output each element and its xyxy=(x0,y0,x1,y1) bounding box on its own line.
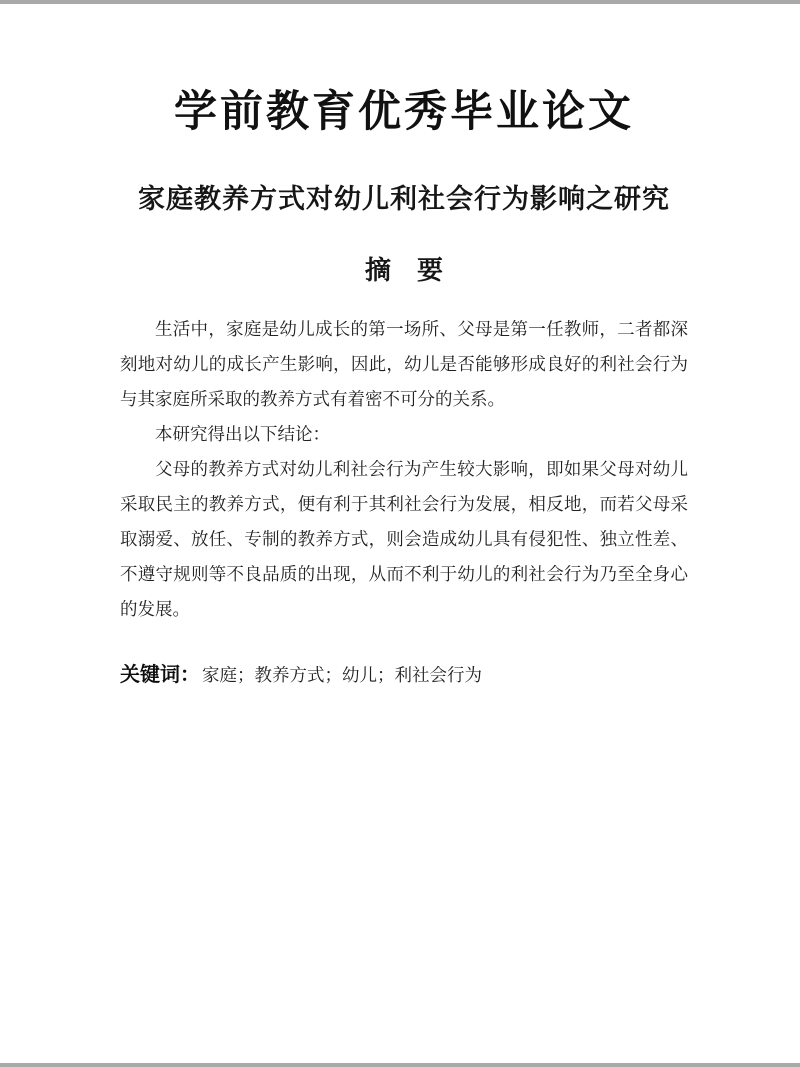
thesis-title: 家庭教养方式对幼儿利社会行为影响之研究 xyxy=(138,184,670,215)
abstract-heading: 摘 要 xyxy=(364,256,443,286)
keywords-label: 关键词： xyxy=(120,664,200,687)
abstract-paragraph: 父母的教养方式对幼儿利社会行为产生较大影响，即如果父母对幼儿采取民主的教养方式，便有利于其利社会行为发展，相反地，而若父母采取溺爱、放任、专制的教养方式，则会造成幼儿具有侵犯性、独立性差、不遵守规则等不良品质的出现，从而不利于幼儿的利社会行为乃至全身心的发展。 xyxy=(120,459,688,620)
abstract-body xyxy=(120,312,688,627)
keywords-line xyxy=(120,660,688,690)
keywords-text: 家庭；教养方式；幼儿；利社会行为 xyxy=(202,665,482,686)
abstract-paragraph: 本研究得出以下结论： xyxy=(155,424,330,445)
abstract-paragraph: 生活中，家庭是幼儿成长的第一场所、父母是第一任教师，二者都深刻地对幼儿的成长产生影响，因此，幼儿是否能够形成良好的利社会行为与其家庭所采取的教养方式有着密不可分的关系。 xyxy=(120,319,688,410)
scan-edge-bottom xyxy=(0,1063,800,1067)
series-title: 学前教育优秀毕业论文 xyxy=(174,88,634,136)
